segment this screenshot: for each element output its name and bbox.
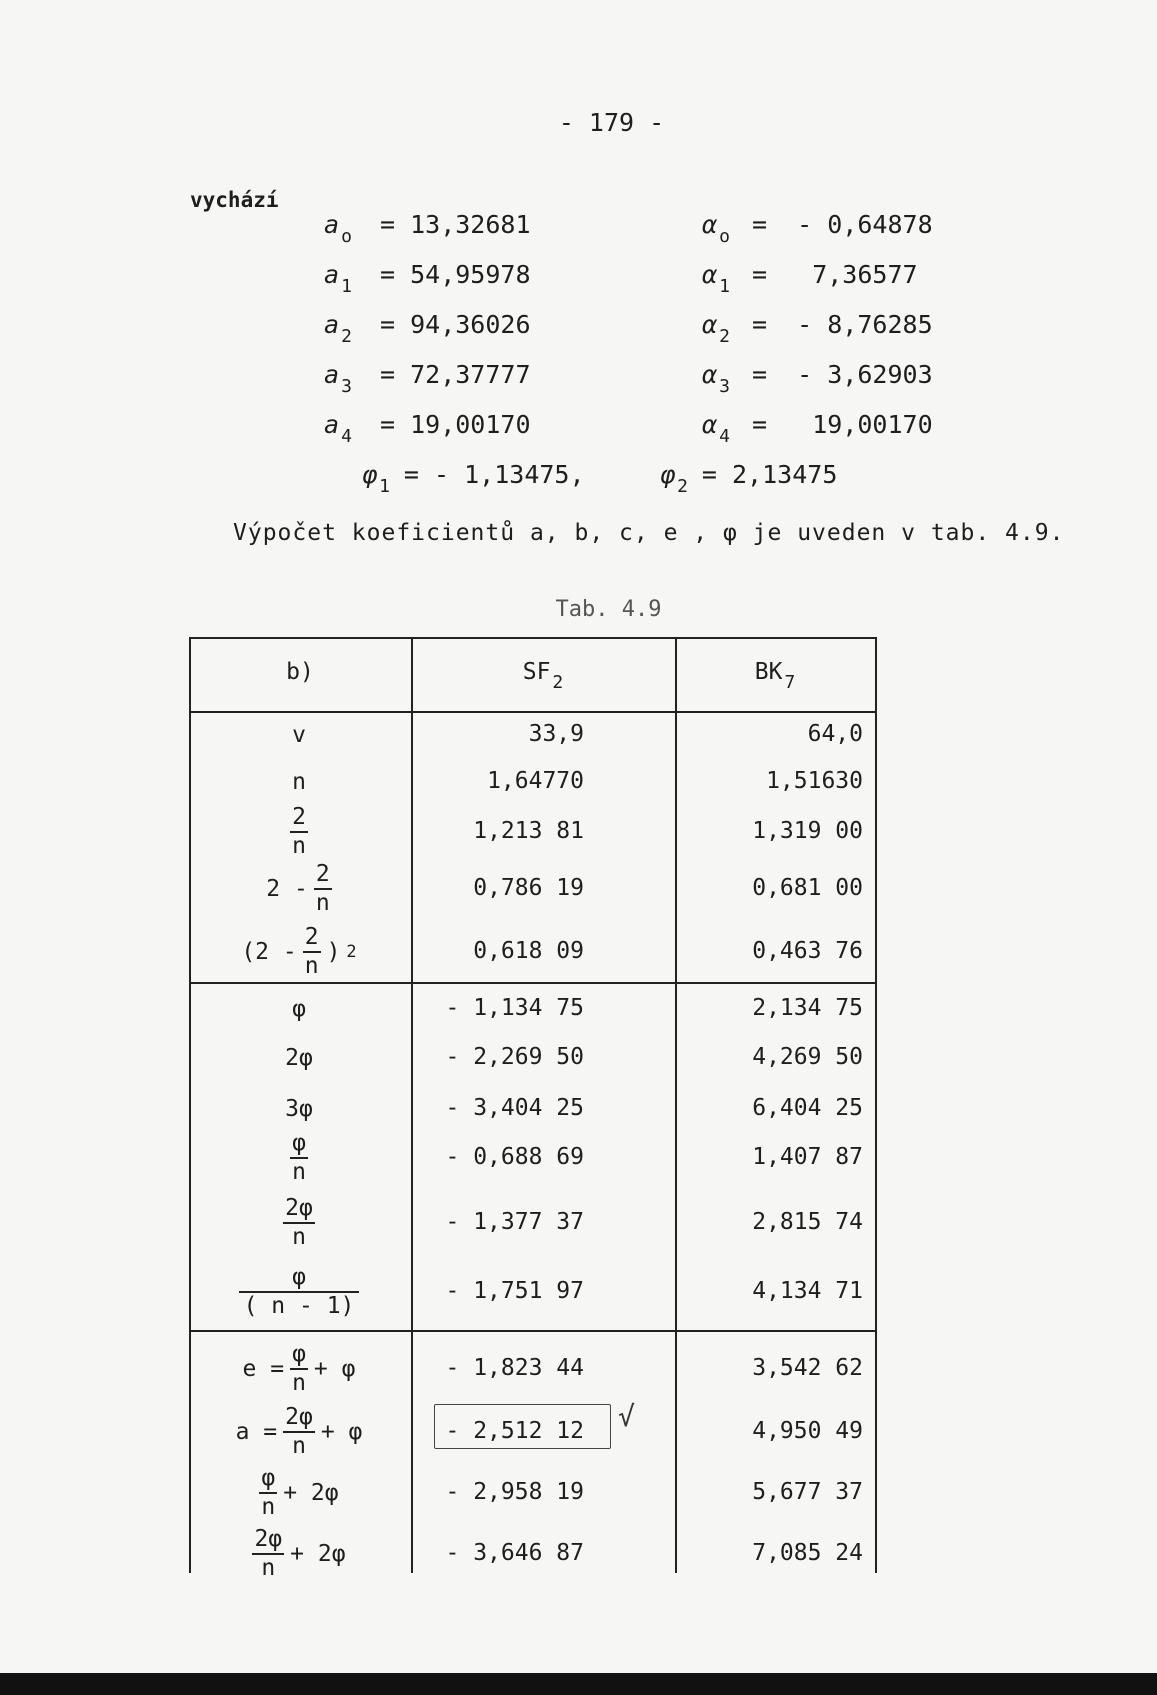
fraction-denominator: n <box>292 1433 306 1459</box>
intro-word: vychází <box>190 188 279 212</box>
row-label-fraction <box>314 863 332 915</box>
alpha_coefficients-value: = - 8,76285 <box>752 310 933 339</box>
cell-sf2: 1,213 81 <box>473 818 584 844</box>
row-label-prefix: (2 - <box>241 939 297 965</box>
fraction-numerator: 2 <box>303 926 321 953</box>
cell-sf2: - 1,823 44 <box>445 1355 584 1381</box>
row-label-fraction <box>290 1343 308 1395</box>
a_coefficients-symbol: a <box>324 260 340 289</box>
alpha_coefficients-value: = - 0,64878 <box>752 210 933 239</box>
table-border-top <box>189 637 877 639</box>
row-label-text: 2φ <box>285 1045 313 1071</box>
cell-sf2: 0,618 09 <box>473 938 584 964</box>
fraction-numerator: 2φ <box>252 1528 284 1555</box>
alpha_coefficients-row <box>702 360 933 397</box>
row-label-fraction <box>252 1528 284 1580</box>
row-label-fraction <box>239 1266 359 1318</box>
row-label <box>189 985 409 1033</box>
cell-sf2: 33,9 <box>528 721 584 747</box>
row-label-fraction <box>283 1197 315 1249</box>
row-label <box>189 1034 409 1082</box>
a_coefficients-subscript: 3 <box>341 376 352 397</box>
alpha_coefficients-value: = 19,00170 <box>752 410 933 439</box>
a_coefficients-value: = 94,36026 <box>380 310 531 339</box>
alpha_coefficients-subscript: o <box>719 226 730 247</box>
row-label-prefix: 2 - <box>266 876 308 902</box>
alpha_coefficients-value: = - 3,62903 <box>752 360 933 389</box>
row-label <box>189 861 409 916</box>
phi-subscript: 1 <box>379 476 390 497</box>
cell-bk7: 4,134 71 <box>752 1278 863 1304</box>
cell-bk7: 0,681 00 <box>752 875 863 901</box>
cell-sf2: - 3,404 25 <box>445 1095 584 1121</box>
row-label <box>189 924 409 979</box>
alpha_coefficients-subscript: 2 <box>719 326 730 347</box>
cell-sf2: - 2,269 50 <box>445 1044 584 1070</box>
a_coefficients-value: = 19,00170 <box>380 410 531 439</box>
row-label-text: 3φ <box>285 1096 313 1122</box>
table-caption: Tab. 4.9 <box>555 597 662 622</box>
fraction-numerator: 2φ <box>283 1406 315 1433</box>
row-label <box>189 1526 409 1581</box>
cell-bk7: 3,542 62 <box>752 1355 863 1381</box>
row-label-text: v <box>292 722 306 748</box>
cell-sf2: 0,786 19 <box>473 875 584 901</box>
row-label-text: n <box>292 769 306 795</box>
alpha_coefficients-subscript: 4 <box>719 426 730 447</box>
alpha_coefficients-subscript: 3 <box>719 376 730 397</box>
phi-row <box>660 460 838 497</box>
fraction-denominator: n <box>292 1370 306 1396</box>
row-label <box>189 1195 409 1250</box>
fraction-denominator: n <box>292 1159 306 1185</box>
phi-row <box>362 460 585 497</box>
fraction-denominator: n <box>315 890 330 916</box>
fraction-denominator: n <box>292 833 306 859</box>
alpha_coefficients-symbol: α <box>702 260 718 289</box>
highlight-box <box>434 1404 611 1449</box>
phi-symbol: φ <box>362 460 378 489</box>
cell-bk7: 1,407 87 <box>752 1144 863 1170</box>
a_coefficients-symbol: a <box>324 210 340 239</box>
a_coefficients-subscript: 2 <box>341 326 352 347</box>
phi-value: = - 1,13475, <box>403 460 585 489</box>
fraction-denominator: n <box>261 1555 276 1581</box>
row-label <box>189 1404 409 1459</box>
data-table <box>189 637 877 1581</box>
a_coefficients-row <box>324 310 531 347</box>
row-label <box>189 1341 409 1396</box>
a_coefficients-value: = 13,32681 <box>380 210 531 239</box>
a_coefficients-row <box>324 210 531 247</box>
row-label-text: φ <box>292 996 306 1022</box>
row-label-fraction <box>290 1132 308 1184</box>
row-label-fraction <box>303 926 321 978</box>
row-label-suffix: + 2φ <box>290 1541 346 1567</box>
cell-bk7: 64,0 <box>807 721 863 747</box>
cell-sf2: - 2,512 12 <box>445 1418 584 1444</box>
row-label <box>189 804 409 859</box>
cell-sf2: - 1,134 75 <box>445 995 584 1021</box>
paragraph: Výpočet koeficientů a, b, c, e , φ je uveden v tab. 4.9. <box>233 520 1065 546</box>
fraction-numerator: 2φ <box>283 1197 315 1224</box>
alpha_coefficients-symbol: α <box>702 360 718 389</box>
alpha_coefficients-symbol: α <box>702 410 718 439</box>
fraction-denominator: n <box>261 1494 276 1520</box>
a_coefficients-value: = 54,95978 <box>380 260 531 289</box>
cell-bk7: 2,815 74 <box>752 1209 863 1235</box>
row-label <box>189 1130 409 1185</box>
row-label-exponent: 2 <box>346 942 357 962</box>
row-label <box>189 711 409 759</box>
row-label-fraction <box>259 1467 277 1519</box>
cell-sf2: 1,64770 <box>487 768 584 794</box>
a_coefficients-row <box>324 410 531 447</box>
group-rule-2 <box>189 1330 877 1332</box>
alpha_coefficients-row <box>702 410 933 447</box>
cell-bk7: 4,269 50 <box>752 1044 863 1070</box>
cell-bk7: 4,950 49 <box>752 1418 863 1444</box>
fraction-numerator: φ <box>239 1266 359 1293</box>
page-number: - 179 - <box>558 108 665 137</box>
fraction-denominator: ( n - 1) <box>243 1293 355 1319</box>
alpha_coefficients-subscript: 1 <box>719 276 730 297</box>
cell-bk7: 6,404 25 <box>752 1095 863 1121</box>
fraction-numerator: φ <box>290 1343 308 1370</box>
cell-sf2: - 1,751 97 <box>445 1278 584 1304</box>
a_coefficients-row <box>324 260 531 297</box>
alpha_coefficients-row <box>702 310 933 347</box>
header-col1-text: SF <box>522 659 551 685</box>
fraction-numerator: 2 <box>290 806 308 833</box>
cell-bk7: 2,134 75 <box>752 995 863 1021</box>
row-label-suffix: ) <box>326 939 341 965</box>
a_coefficients-subscript: o <box>341 226 352 247</box>
row-label <box>189 1264 409 1319</box>
phi-subscript: 2 <box>677 476 688 497</box>
table-divider-2 <box>675 637 677 1573</box>
row-label <box>189 758 409 806</box>
cell-bk7: 5,677 37 <box>752 1479 863 1505</box>
cell-bk7: 1,51630 <box>766 768 863 794</box>
a_coefficients-subscript: 1 <box>341 276 352 297</box>
cell-sf2: - 3,646 87 <box>445 1540 584 1566</box>
cell-sf2: - 0,688 69 <box>445 1144 584 1170</box>
a_coefficients-value: = 72,37777 <box>380 360 531 389</box>
cell-sf2: - 1,377 37 <box>445 1209 584 1235</box>
header-col1 <box>411 659 675 693</box>
row-label-suffix: + φ <box>313 1356 356 1382</box>
row-label-prefix: a = <box>235 1419 278 1445</box>
fraction-denominator: n <box>304 953 319 979</box>
cell-bk7: 1,319 00 <box>752 818 863 844</box>
cell-bk7: 7,085 24 <box>752 1540 863 1566</box>
header-col2 <box>675 659 875 693</box>
alpha_coefficients-symbol: α <box>702 210 718 239</box>
alpha_coefficients-row <box>702 260 918 297</box>
row-label-prefix: e = <box>242 1356 285 1382</box>
a_coefficients-subscript: 4 <box>341 426 352 447</box>
cell-sf2: - 2,958 19 <box>445 1479 584 1505</box>
check-mark: √ <box>618 1400 635 1433</box>
row-label-fraction <box>290 806 308 858</box>
alpha_coefficients-symbol: α <box>702 310 718 339</box>
header-label: b) <box>286 659 314 685</box>
row-label <box>189 1465 409 1520</box>
cell-bk7: 0,463 76 <box>752 938 863 964</box>
row-label-fraction <box>283 1406 315 1458</box>
a_coefficients-row <box>324 360 531 397</box>
table-border-right <box>875 637 877 1573</box>
phi-value: = 2,13475 <box>701 460 838 489</box>
header-col2-text: BK <box>754 659 783 685</box>
a_coefficients-symbol: a <box>324 410 340 439</box>
header-col1-sub: 2 <box>552 672 564 693</box>
fraction-denominator: n <box>292 1224 306 1250</box>
a_coefficients-symbol: a <box>324 310 340 339</box>
group-rule-1 <box>189 982 877 984</box>
fraction-numerator: 2 <box>314 863 332 890</box>
alpha_coefficients-row <box>702 210 933 247</box>
fraction-numerator: φ <box>290 1132 308 1159</box>
fraction-numerator: φ <box>259 1467 277 1494</box>
scan-edge <box>0 1673 1157 1695</box>
table-divider-1 <box>411 637 413 1573</box>
alpha_coefficients-value: = 7,36577 <box>752 260 918 289</box>
header-col2-sub: 7 <box>784 672 796 693</box>
row-label <box>189 1085 409 1133</box>
row-label-suffix: + 2φ <box>283 1480 339 1506</box>
phi-symbol: φ <box>660 460 676 489</box>
row-label-suffix: + φ <box>320 1419 363 1445</box>
a_coefficients-symbol: a <box>324 360 340 389</box>
